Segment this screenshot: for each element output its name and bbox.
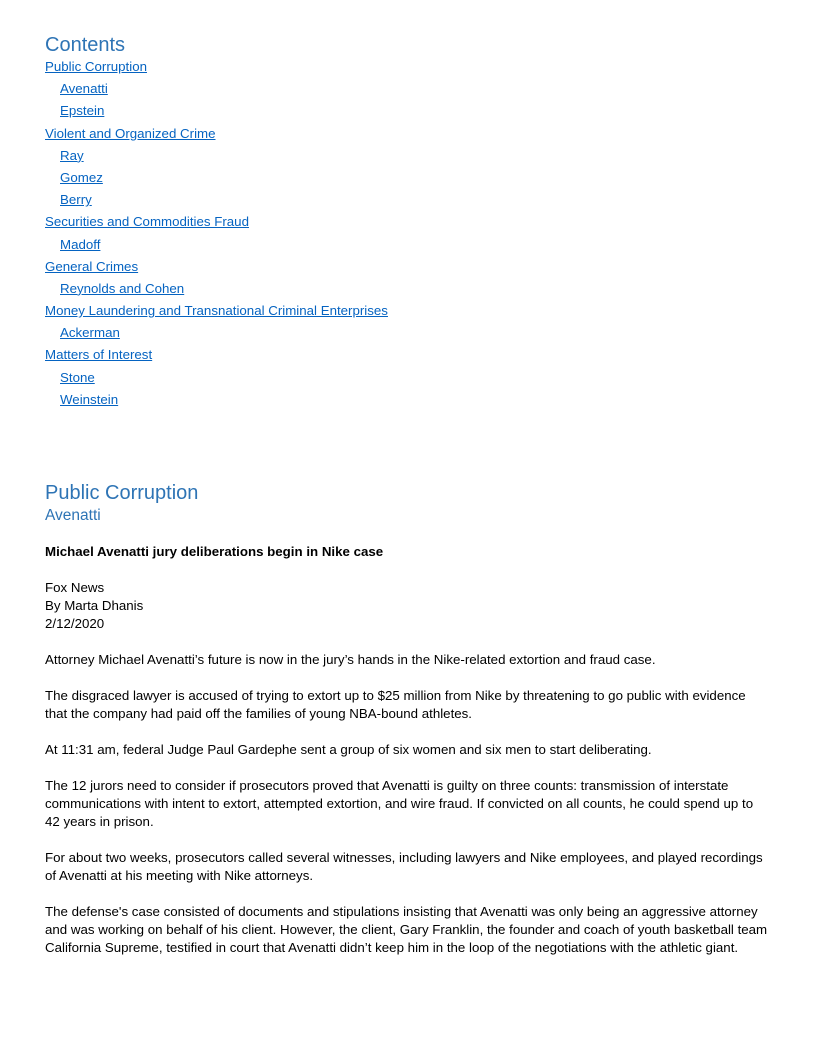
toc-link-securities-fraud[interactable]: Securities and Commodities Fraud [45,214,249,230]
article [45,543,771,975]
toc-link-ackerman[interactable]: Ackerman [60,325,120,341]
table-of-contents [45,56,388,411]
toc-link-stone[interactable]: Stone [60,369,95,385]
section-heading: Public Corruption [45,482,199,504]
article-paragraph: The 12 jurors need to consider if prosecutors proved that Avenatti is guilty on three counts: transmission of interstate communications with intent to extort, attempted extortion, and wire fraud. If convicted on all counts, he could spend up to 42 years in prison. [45,778,754,829]
article-paragraph: Attorney Michael Avenatti’s future is now in the jury’s hands in the Nike-related extortion and fraud case. [45,652,656,667]
toc-link-weinstein[interactable]: Weinstein [60,391,119,407]
toc-link-ray[interactable]: Ray [60,147,84,163]
article-source: Fox News [45,580,105,595]
toc-link-general-crimes[interactable]: General Crimes [45,258,139,274]
toc-link-matters-of-interest[interactable]: Matters of Interest [45,347,153,363]
article-byline: By Marta Dhanis [45,598,144,613]
toc-link-reynolds-cohen[interactable]: Reynolds and Cohen [60,280,185,296]
article-paragraph: The defense's case consisted of documents and stipulations insisting that Avenatti was only being an aggressive attorney and was working on behalf of his client. However, the client, Gary Franklin, the founder and coach of youth basketball team California Supreme, testified in court that Avenatti didn’t keep him in the loop of the negotiations with the athletic giant. [45,904,768,955]
section-subheading: Avenatti [45,507,101,524]
toc-link-berry[interactable]: Berry [60,192,92,208]
toc-link-madoff[interactable]: Madoff [60,236,101,252]
toc-link-avenatti[interactable]: Avenatti [60,81,108,97]
toc-link-gomez[interactable]: Gomez [60,169,103,185]
toc-link-epstein[interactable]: Epstein [60,103,105,119]
article-paragraph: At 11:31 am, federal Judge Paul Gardephe sent a group of six women and six men to start deliberating. [45,742,652,757]
toc-title: Contents [45,34,126,56]
article-meta [45,579,771,633]
article-date: 2/12/2020 [45,616,105,631]
toc-link-public-corruption[interactable]: Public Corruption [45,59,147,74]
toc-link-money-laundering[interactable]: Money Laundering and Transnational Criminal Enterprises [45,303,388,319]
toc-link-violent-organized-crime[interactable]: Violent and Organized Crime [45,125,216,141]
article-headline: Michael Avenatti jury deliberations begin in Nike case [45,544,384,559]
article-paragraph: The disgraced lawyer is accused of trying to extort up to $25 million from Nike by threatening to go public with evidence that the company had paid off the families of young NBA-bound athletes. [45,688,746,721]
article-paragraph: For about two weeks, prosecutors called several witnesses, including lawyers and Nike employees, and played recordings of Avenatti at his meeting with Nike attorneys. [45,850,763,883]
